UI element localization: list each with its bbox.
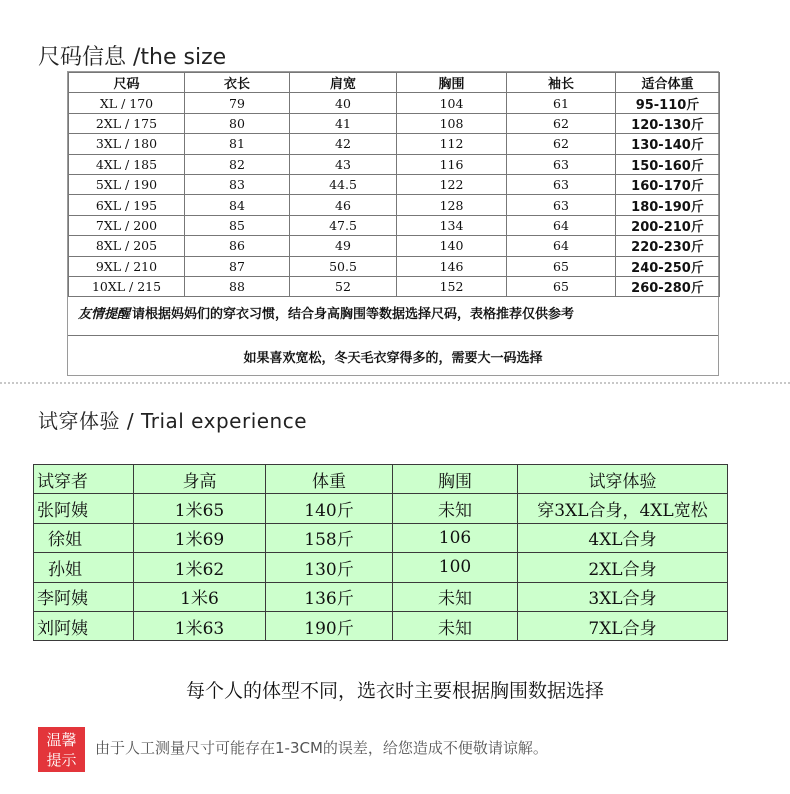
trial-cell: 未知 [393,582,518,611]
trial-cell: 7XL合身 [518,611,728,640]
trial-cell: 3XL合身 [518,582,728,611]
trial-cell: 张阿姨 [34,494,134,523]
size-cell: 260-280斤 [616,276,720,296]
size-cell: 47.5 [290,215,397,235]
size-chart [67,71,719,376]
size-cell: 63 [507,174,616,194]
size-cell: 61 [507,93,616,113]
table-row [69,256,720,276]
trial-cell: 未知 [393,611,518,640]
size-table-header [69,73,720,93]
size-cell: 62 [507,134,616,154]
table-row [69,93,720,113]
table-row [69,195,720,215]
size-cell: 44.5 [290,174,397,194]
table-row [34,611,728,640]
size-cell: 120-130斤 [616,113,720,133]
size-header-cell: 衣长 [185,73,290,93]
trial-header-cell: 身高 [134,465,266,494]
size-cell: 8XL / 205 [69,236,185,256]
size-cell: 65 [507,256,616,276]
size-note-text: 请根据妈妈们的穿衣习惯，结合身高胸围等数据选择尺码，表格推荐仅供参考 [132,307,575,322]
size-header-cell: 尺码 [69,73,185,93]
size-cell: 82 [185,154,290,174]
table-row [69,113,720,133]
size-cell: 88 [185,276,290,296]
size-cell: 7XL / 200 [69,215,185,235]
trial-cell: 100 [393,553,518,582]
size-table [68,72,720,297]
size-cell: 134 [397,215,507,235]
size-header-cell: 袖长 [507,73,616,93]
size-cell: 40 [290,93,397,113]
size-cell: 63 [507,195,616,215]
trial-cell: 穿3XL合身，4XL宽松 [518,494,728,523]
size-cell: 81 [185,134,290,154]
trial-header-cell: 试穿体验 [518,465,728,494]
trial-cell: 130斤 [266,553,393,582]
trial-cell: 刘阿姨 [34,611,134,640]
size-note [68,290,718,336]
size-cell: XL / 170 [69,93,185,113]
trial-header-cell: 体重 [266,465,393,494]
size-cell: 160-170斤 [616,174,720,194]
size-header-cell: 肩宽 [290,73,397,93]
size-cell: 10XL / 215 [69,276,185,296]
size-cell: 79 [185,93,290,113]
size-cell: 130-140斤 [616,134,720,154]
size-cell: 220-230斤 [616,236,720,256]
table-row [69,154,720,174]
size-cell: 87 [185,256,290,276]
table-row [69,174,720,194]
table-row [34,494,728,523]
trial-cell: 1米65 [134,494,266,523]
table-row [69,236,720,256]
size-cell: 5XL / 190 [69,174,185,194]
trial-cell: 孙姐 [34,553,134,582]
selection-tip: 每个人的体型不同，选衣时主要根据胸围数据选择 [185,680,604,702]
table-row [34,553,728,582]
size-cell: 83 [185,174,290,194]
friendly-reminder-stamp: 友情提醒 [78,307,131,322]
size-header-cell: 适合体重 [616,73,720,93]
trial-cell: 1米62 [134,553,266,582]
size-cell: 128 [397,195,507,215]
trial-cell: 1米63 [134,611,266,640]
size-cell: 3XL / 180 [69,134,185,154]
size-cell: 146 [397,256,507,276]
trial-cell: 李阿姨 [34,582,134,611]
size-cell: 150-160斤 [616,154,720,174]
trial-cell: 158斤 [266,523,393,552]
size-cell: 140 [397,236,507,256]
size-cell: 95-110斤 [616,93,720,113]
trial-cell: 190斤 [266,611,393,640]
size-header-cell: 胸围 [397,73,507,93]
trial-cell: 1米69 [134,523,266,552]
size-cell: 42 [290,134,397,154]
trial-cell: 140斤 [266,494,393,523]
size-cell: 2XL / 175 [69,113,185,133]
size-cell: 65 [507,276,616,296]
size-cell: 6XL / 195 [69,195,185,215]
trial-cell: 未知 [393,494,518,523]
size-cell: 122 [397,174,507,194]
size-section-title: 尺码信息 /the size [38,45,227,70]
badge-line-2: 提示 [46,750,77,769]
size-cell: 200-210斤 [616,215,720,235]
size-cell: 84 [185,195,290,215]
trial-cell: 2XL合身 [518,553,728,582]
size-cell: 152 [397,276,507,296]
section-divider [0,382,790,384]
trial-header-cell: 试穿者 [34,465,134,494]
size-cell: 52 [290,276,397,296]
size-cell: 63 [507,154,616,174]
size-cell: 86 [185,236,290,256]
trial-table-header [34,465,728,494]
warm-tip-badge [38,727,85,772]
size-cell: 46 [290,195,397,215]
size-cell: 41 [290,113,397,133]
size-cell: 108 [397,113,507,133]
size-cell: 9XL / 210 [69,256,185,276]
size-cell: 85 [185,215,290,235]
size-cell: 116 [397,154,507,174]
size-cell: 50.5 [290,256,397,276]
trial-cell: 徐姐 [34,523,134,552]
table-row [34,523,728,552]
size-cell: 64 [507,215,616,235]
size-cell: 62 [507,113,616,133]
size-cell: 104 [397,93,507,113]
table-row [69,215,720,235]
size-note-loose: 如果喜欢宽松，冬天毛衣穿得多的，需要大一码选择 [243,350,543,366]
measurement-disclaimer: 由于人工测量尺寸可能存在1-3CM的误差，给您造成不便敬请谅解。 [95,739,548,757]
trial-cell: 1米6 [134,582,266,611]
trial-section-title: 试穿体验 / Trial experience [38,409,308,433]
size-cell: 180-190斤 [616,195,720,215]
size-cell: 49 [290,236,397,256]
size-cell: 4XL / 185 [69,154,185,174]
size-cell: 240-250斤 [616,256,720,276]
trial-table [33,464,728,641]
trial-cell: 4XL合身 [518,523,728,552]
size-cell: 43 [290,154,397,174]
table-row [69,134,720,154]
trial-cell: 106 [393,523,518,552]
table-row [34,582,728,611]
trial-header-cell: 胸围 [393,465,518,494]
badge-line-1: 温馨 [46,730,77,749]
size-cell: 80 [185,113,290,133]
size-cell: 112 [397,134,507,154]
trial-cell: 136斤 [266,582,393,611]
size-cell: 64 [507,236,616,256]
